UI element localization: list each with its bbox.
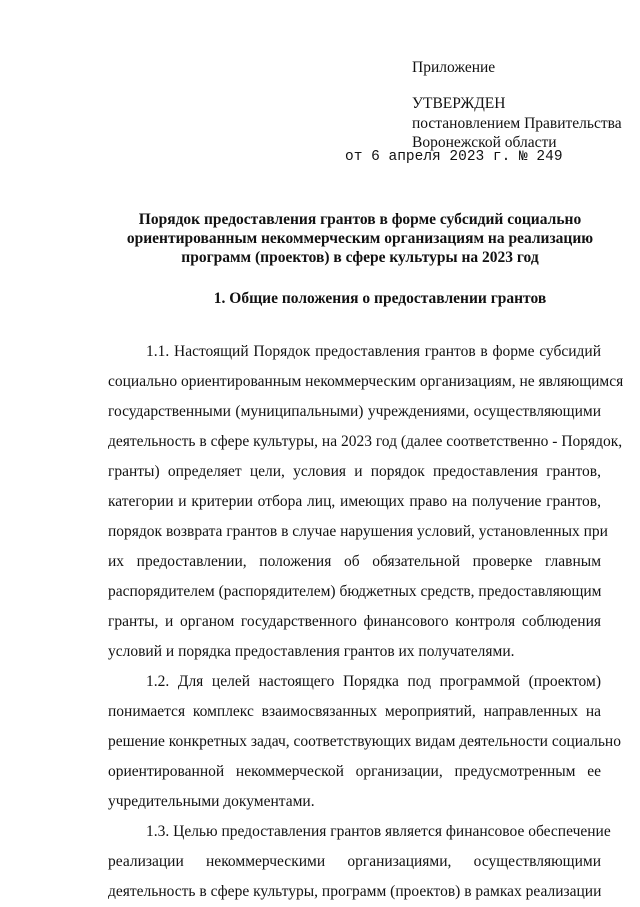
- body-text: [108, 337, 624, 907]
- title-line-3: программ (проектов) в сфере культуры на 2023 год: [181, 249, 539, 266]
- document-title: [118, 210, 602, 267]
- text-line: порядок возврата грантов в случае нарушения условий, установленных при: [108, 523, 608, 540]
- approval-block: [412, 58, 632, 152]
- text-line: 1.3. Целью предоставления грантов является финансовое обеспечение: [146, 823, 611, 840]
- text-line: гранты) определяет цели, условия и порядок предоставления грантов,: [108, 463, 601, 480]
- text-line: решение конкретных задач, соответствующих видам деятельности социально: [108, 733, 621, 750]
- approved-by-line-2: Воронежской области: [412, 134, 557, 151]
- text-line: реализации некоммерческими организациями, осуществляющими: [108, 853, 601, 870]
- paragraph-1-2: [108, 667, 621, 817]
- paragraph-1-1: [108, 337, 624, 667]
- text-line: социально ориентированным некоммерческим организациям, не являющимся: [108, 373, 624, 390]
- text-line: государственными (муниципальными) учреждениями, осуществляющими: [108, 403, 601, 420]
- approval-date-line: от 6 апреля 2023 г. № 249: [345, 149, 563, 165]
- text-line: понимается комплекс взаимосвязанных мероприятий, направленных на: [108, 703, 601, 720]
- text-line: учредительными документами.: [108, 793, 315, 810]
- title-line-2: ориентированным некоммерческим организациям на реализацию: [126, 230, 594, 247]
- approved-by-line-1: постановлением Правительства: [412, 115, 622, 132]
- approved-label: УТВЕРЖДЕН: [412, 95, 506, 112]
- text-line: условий и порядка предоставления грантов их получателями.: [108, 643, 515, 660]
- text-line: 1.1. Настоящий Порядок предоставления грантов в форме субсидий: [146, 343, 601, 360]
- text-line: 1.2. Для целей настоящего Порядка под программой (проектом): [146, 673, 601, 690]
- text-line: ориентированной некоммерческой организации, предусмотренным ее: [108, 763, 601, 780]
- paragraph-1-3: [108, 817, 611, 907]
- text-line: деятельность в сфере культуры, на 2023 год (далее соответственно - Порядок,: [108, 433, 623, 450]
- text-line: гранты, и органом государственного финансового контроля соблюдения: [108, 613, 601, 630]
- appendix-label: Приложение: [412, 59, 496, 76]
- title-line-1: Порядок предоставления грантов в форме субсидий социально: [138, 211, 582, 228]
- text-line: распорядителем (распорядителем) бюджетных средств, предоставляющим: [108, 583, 602, 600]
- text-line: категории и критерии отбора лиц, имеющих право на получение грантов,: [108, 493, 601, 510]
- text-line: их предоставлении, положения об обязательной проверке главным: [108, 553, 601, 570]
- text-line: деятельность в сфере культуры, программ (проектов) в рамках реализации: [108, 883, 602, 900]
- section-heading: 1. Общие положения о предоставлении грантов: [213, 290, 547, 307]
